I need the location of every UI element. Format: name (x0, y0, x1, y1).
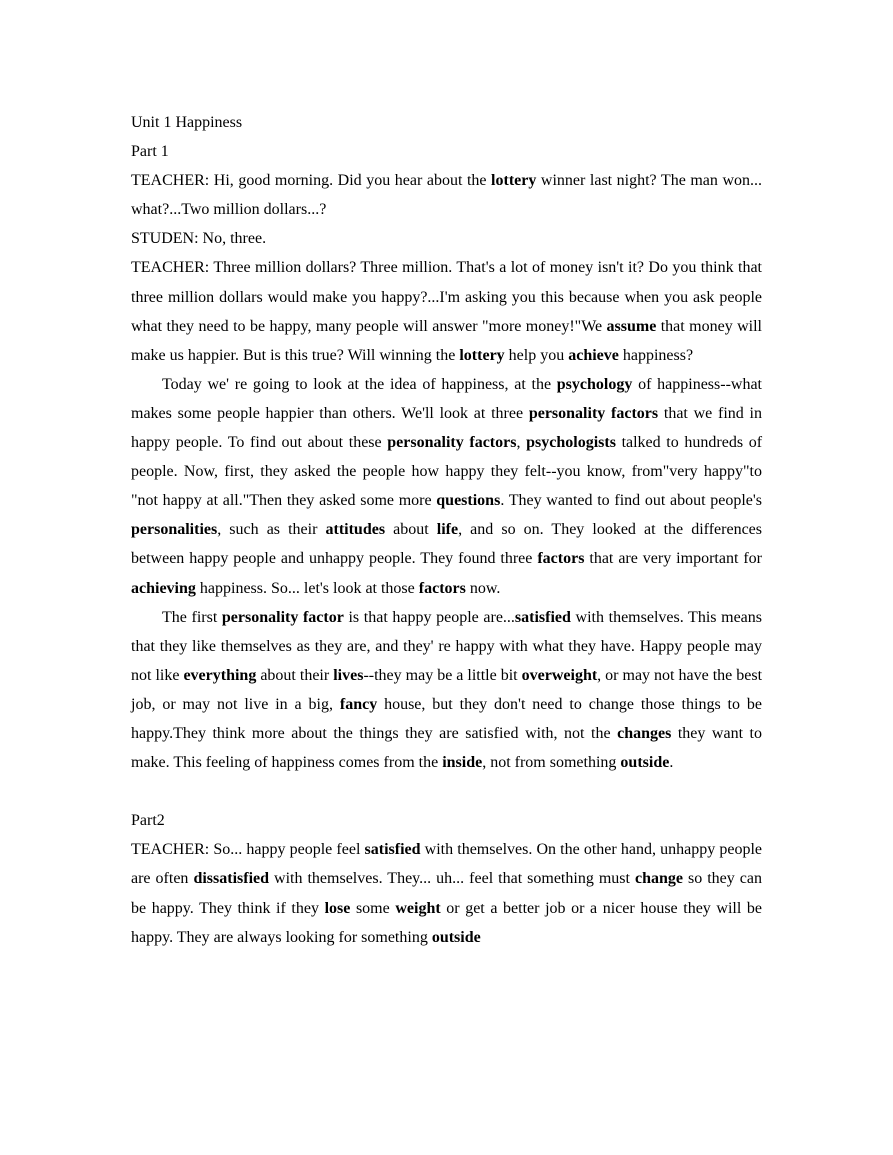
text-run: The first (162, 608, 222, 626)
text-run: of happiness--what makes some people happier than others. We'll look at three (131, 375, 763, 422)
text-run: Today we' re going to look at the idea of happiness, at the (162, 375, 557, 393)
paragraph-student-reply (131, 224, 762, 253)
text-run: house, but they don't need to change those things to be happy.They think more about the things they are satisfied with, not the (131, 695, 762, 742)
bold-keyword: lose (324, 899, 351, 917)
bold-keyword: everything (183, 666, 257, 684)
text-run: TEACHER: Three million dollars? Three million. That's a lot of money isn't it? Do you think that three million dollars would make you happy?...I'm asking you this because when you ask people what they need to be happy, many people will answer "more money!"We (131, 259, 762, 335)
text-run: about their (256, 666, 334, 684)
text-run: with themselves. On the other hand, unhappy people are often (131, 841, 762, 888)
bold-keyword: personality factors (387, 434, 517, 452)
text-run: , (516, 434, 527, 452)
bold-keyword: satisfied (364, 841, 421, 859)
bold-keyword: personalities (131, 521, 218, 539)
bold-keyword: weight (395, 899, 441, 917)
bold-keyword: personality factor (221, 608, 344, 626)
text-run: , not from something (482, 754, 621, 772)
document-title: Unit 1 Happiness (131, 114, 243, 131)
text-run: that we find in happy people. To find out about these (131, 404, 763, 452)
bold-keyword: personality factors (528, 404, 659, 422)
text-run: happiness. So... let's look at those (195, 579, 419, 597)
text-run: , and so on. They looked at the differences between happy people and unhappy people. They found three (131, 521, 763, 568)
paragraph-first-factor (131, 603, 762, 778)
text-run: talked to hundreds of people. Now, first, they asked the people how happy they felt--you know, from"very happy"to "not happy at all."Then they asked some more (131, 434, 763, 510)
text-run: TEACHER: So... happy people feel (131, 841, 365, 859)
text-run: they want to make. This feeling of happiness comes from the (131, 724, 763, 772)
bold-keyword: psychology (556, 375, 633, 393)
bold-keyword: achieving (131, 579, 196, 597)
text-run: happiness? (618, 346, 694, 364)
bold-keyword: attitudes (325, 521, 386, 539)
bold-keyword: lives (333, 666, 364, 684)
text-run: that money will make us happier. But is this true? Will winning the (131, 317, 762, 364)
text-run: about (385, 521, 437, 539)
bold-keyword: psychologists (526, 434, 616, 452)
section-spacer (131, 777, 762, 806)
bold-keyword: life (436, 521, 459, 539)
bold-keyword: changes (617, 724, 672, 742)
text-run: , such as their (217, 521, 326, 539)
text-run: with themselves. This means that they like themselves as they are, and they' re happy with what they have. Happy people may not like (131, 608, 762, 684)
bold-keyword: lottery (491, 172, 537, 190)
bold-keyword: questions (436, 492, 501, 510)
text-run: winner last night? The man won... what?...Two million dollars...? (131, 172, 763, 219)
bold-keyword: inside (442, 754, 483, 772)
text-run: help you (504, 346, 569, 364)
paragraph-psychology (131, 370, 762, 603)
text-run: STUDEN: No, three. (131, 230, 267, 248)
bold-keyword: fancy (339, 695, 378, 713)
bold-keyword: satisfied (514, 608, 571, 626)
bold-keyword: outside (431, 928, 481, 946)
text-run: with themselves. They... uh... feel that something must (269, 870, 635, 888)
bold-keyword: factors (537, 550, 585, 568)
bold-keyword: change (634, 870, 683, 888)
text-run: , or may not have the best job, or may not live in a big, (131, 666, 763, 713)
bold-keyword: achieve (568, 346, 619, 364)
text-run: that are very important for (584, 550, 763, 568)
text-run: now. (465, 579, 501, 597)
text-run: some (350, 899, 396, 917)
paragraph-teacher-satisfied (131, 835, 762, 951)
text-run: so they can be happy. They think if they (131, 870, 763, 917)
paragraph-teacher-money (131, 253, 762, 369)
text-run: . (669, 754, 674, 772)
text-run: or get a better job or a nicer house they will be happy. They are always looking for something (131, 899, 762, 946)
paragraph-teacher-lottery (131, 166, 762, 224)
bold-keyword: assume (606, 317, 657, 335)
text-run: is that happy people are... (343, 608, 515, 626)
part-2-heading: Part2 (131, 812, 165, 830)
bold-keyword: outside (620, 754, 670, 772)
text-run: --they may be a little bit (363, 666, 522, 684)
bold-keyword: factors (418, 579, 466, 597)
part-1-heading: Part 1 (131, 143, 169, 161)
text-run: . They wanted to find out about people's (500, 492, 762, 510)
bold-keyword: dissatisfied (193, 870, 270, 888)
document-page (131, 108, 762, 952)
bold-keyword: overweight (521, 666, 598, 684)
text-run: TEACHER: Hi, good morning. Did you hear about the (131, 172, 492, 190)
bold-keyword: lottery (459, 346, 505, 364)
